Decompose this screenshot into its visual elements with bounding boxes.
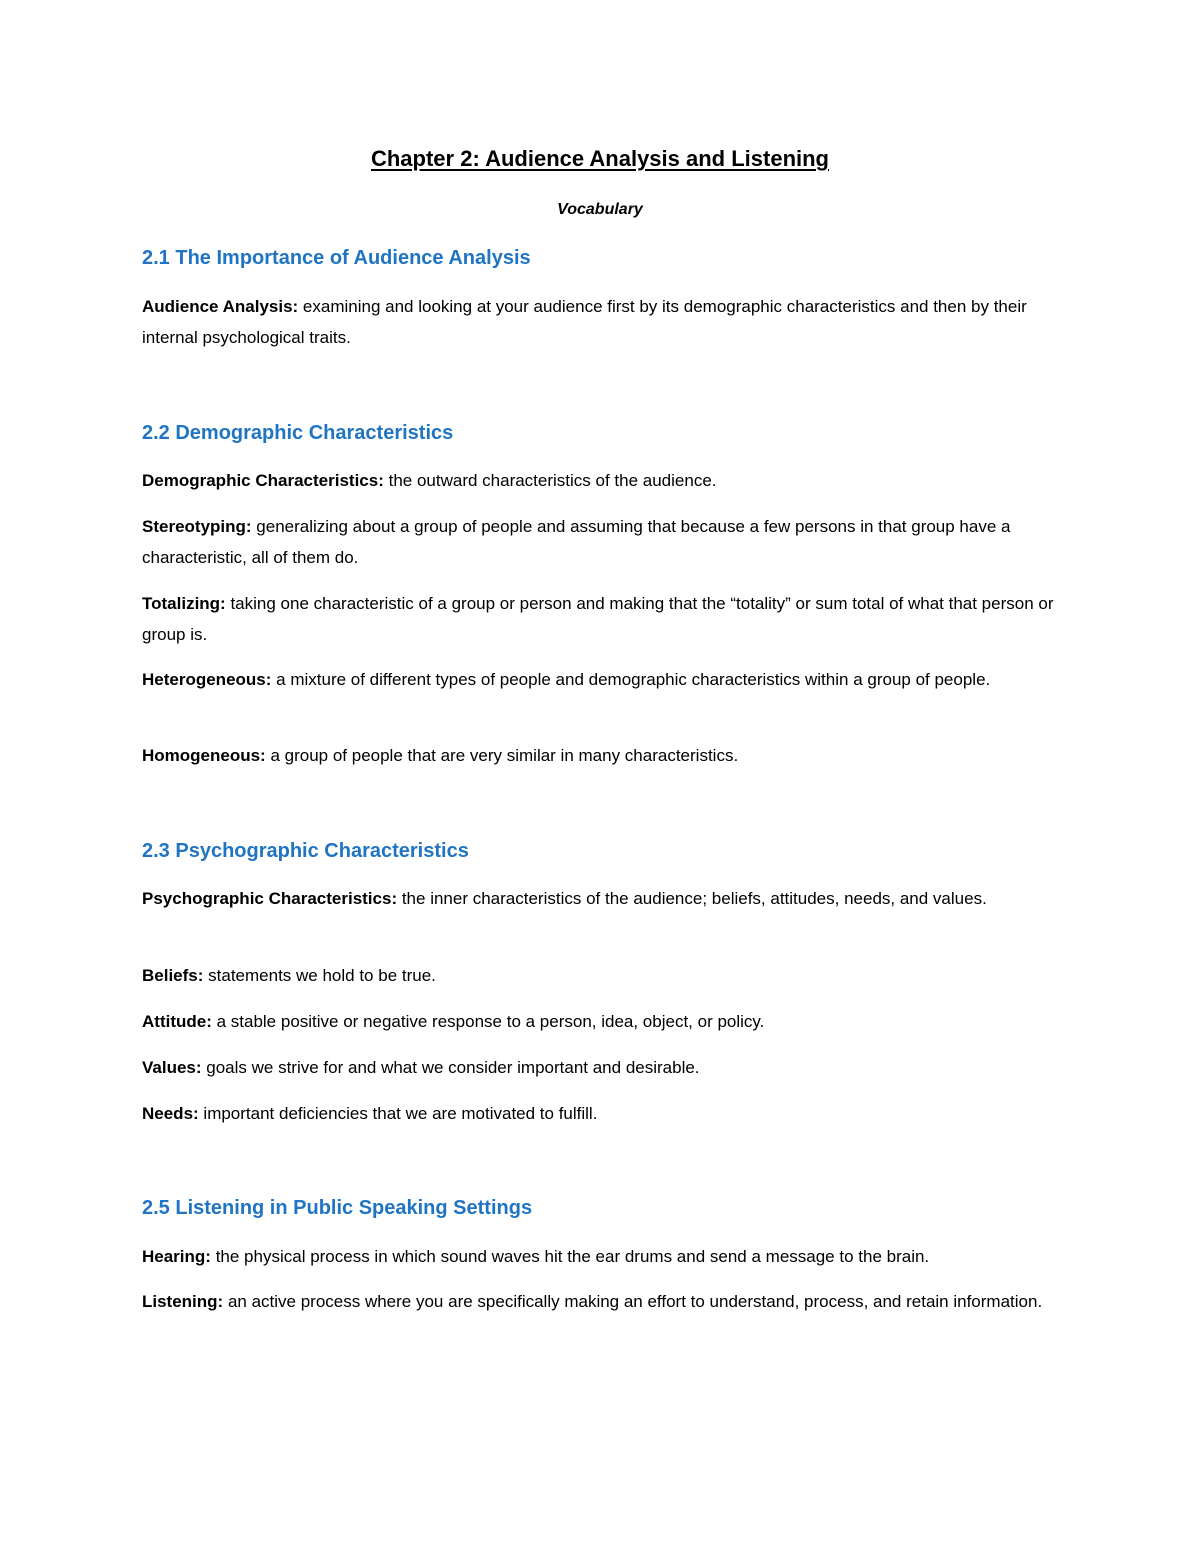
vocab-definition: the outward characteristics of the audience. xyxy=(383,471,717,490)
page-title: Chapter 2: Audience Analysis and Listening xyxy=(370,146,829,171)
vocab-entry xyxy=(142,466,1057,497)
vocab-definition: taking one characteristic of a group or person and making that the “totality” or sum total of what that person or group is. xyxy=(142,594,1054,644)
vocab-entry xyxy=(142,1007,1057,1038)
vocab-term: Beliefs: xyxy=(142,966,204,985)
vocab-entry xyxy=(142,1242,1057,1273)
vocab-entry xyxy=(142,665,1057,696)
vocab-term: Listening: xyxy=(142,1292,224,1311)
vocab-definition: examining and looking at your audience first by its demographic characteristics and then by their internal psychological traits. xyxy=(142,297,1027,347)
vocab-definition: a group of people that are very similar in many characteristics. xyxy=(265,746,739,765)
vocab-definition: a mixture of different types of people and demographic characteristics within a group of people. xyxy=(271,670,991,689)
vocab-term: Needs: xyxy=(142,1104,199,1123)
vocab-term: Stereotyping: xyxy=(142,517,252,536)
vocab-definition: statements we hold to be true. xyxy=(203,966,436,985)
page-subtitle: Vocabulary xyxy=(557,201,643,218)
vocab-entry xyxy=(142,961,1057,992)
vocab-definition: the inner characteristics of the audience; beliefs, attitudes, needs, and values. xyxy=(397,889,987,908)
vocab-definition: important deficiencies that we are motivated to fulfill. xyxy=(198,1104,598,1123)
vocab-term: Demographic Characteristics: xyxy=(142,471,384,490)
vocab-entry xyxy=(142,741,1057,772)
vocab-entry xyxy=(142,1099,1057,1130)
vocab-term: Audience Analysis: xyxy=(142,297,299,316)
section-heading: 2.2 Demographic Characteristics xyxy=(142,422,454,444)
vocab-term: Hearing: xyxy=(142,1247,211,1266)
section-heading: 2.5 Listening in Public Speaking Settings xyxy=(142,1197,533,1219)
vocab-definition: a stable positive or negative response to a person, idea, object, or policy. xyxy=(211,1012,765,1031)
vocab-definition: an active process where you are specifically making an effort to understand, process, and retain information. xyxy=(223,1292,1043,1311)
vocab-entry xyxy=(142,292,1057,353)
vocab-definition: the physical process in which sound waves hit the ear drums and send a message to the brain. xyxy=(210,1247,930,1266)
vocab-term: Attitude: xyxy=(142,1012,212,1031)
vocab-entry xyxy=(142,589,1057,650)
vocab-definition: generalizing about a group of people and assuming that because a few persons in that group have a characteristic, all of them do. xyxy=(142,517,1011,567)
vocab-entry xyxy=(142,1287,1057,1318)
vocab-term: Totalizing: xyxy=(142,594,226,613)
vocab-definition: goals we strive for and what we consider important and desirable. xyxy=(201,1058,700,1077)
section-heading: 2.1 The Importance of Audience Analysis xyxy=(142,247,531,269)
vocab-term: Psychographic Characteristics: xyxy=(142,889,398,908)
vocab-term: Values: xyxy=(142,1058,202,1077)
vocab-term: Heterogeneous: xyxy=(142,670,272,689)
vocab-entry xyxy=(142,884,1057,915)
section-heading: 2.3 Psychographic Characteristics xyxy=(142,840,469,862)
vocab-entry xyxy=(142,1053,1057,1084)
vocab-term: Homogeneous: xyxy=(142,746,266,765)
vocab-entry xyxy=(142,512,1057,573)
